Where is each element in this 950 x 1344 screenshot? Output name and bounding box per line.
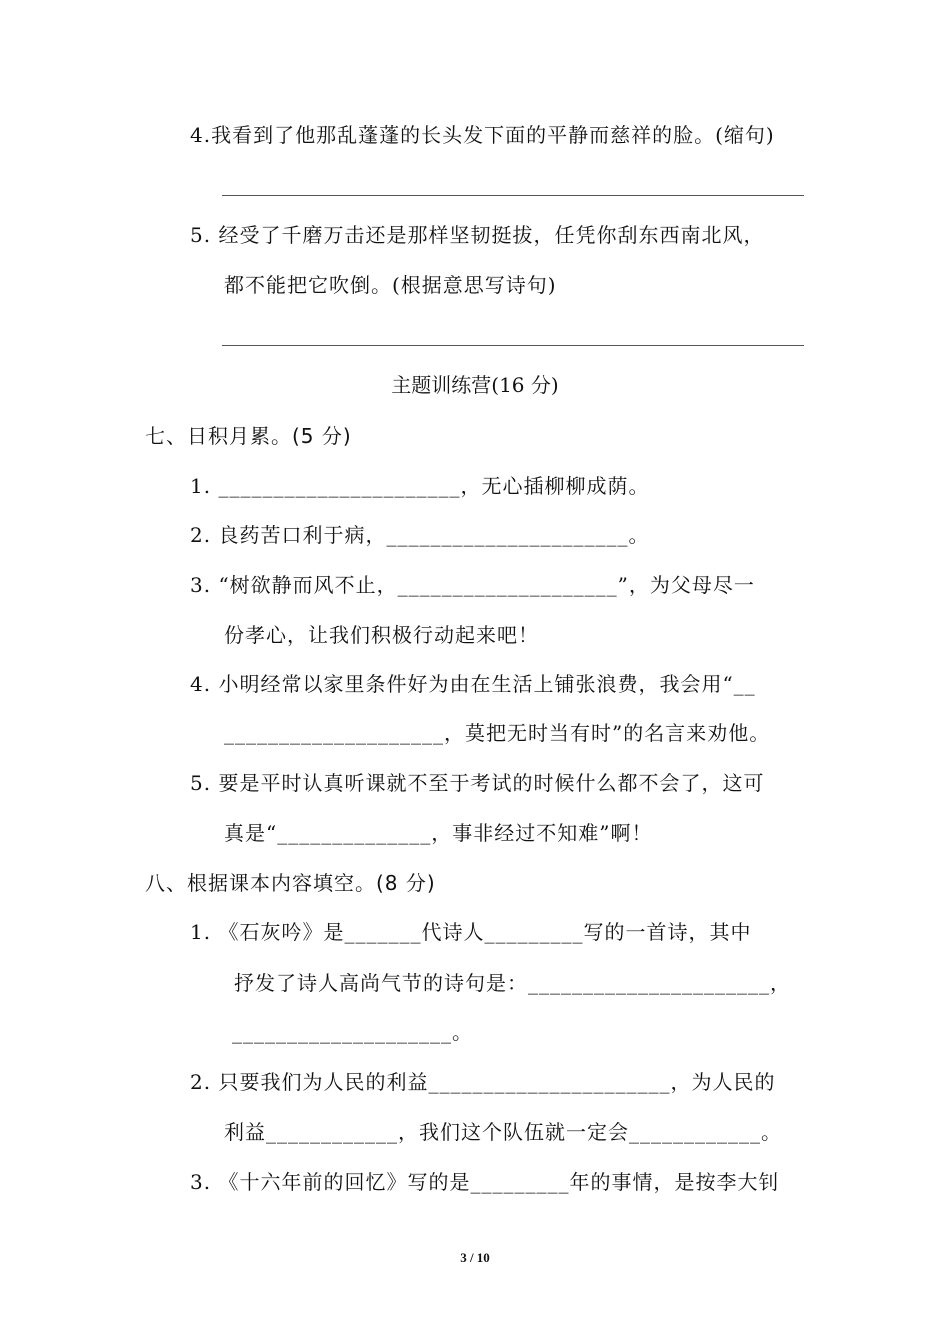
question-7-2: 2. 良药苦口利于病，______________________。 xyxy=(190,523,650,547)
page-number: 3 / 10 xyxy=(460,1250,490,1265)
question-7-3-line1: 3. “树欲静而风不止，____________________”，为父母尽一 xyxy=(190,573,755,597)
answer-line-6-5[interactable] xyxy=(222,345,804,346)
question-6-5-line1: 5. 经受了千磨万击还是那样坚韧挺拔，任凭你刮东西南北风， xyxy=(190,223,765,247)
question-8-3-line1: 3. 《十六年前的回忆》写的是_________年的事情，是按李大钊 xyxy=(190,1170,780,1194)
question-8-1-line3: ____________________。 xyxy=(232,1020,473,1044)
question-7-5-line1: 5. 要是平时认真听课就不至于考试的时候什么都不会了，这可 xyxy=(190,771,765,795)
question-7-4-line1: 4. 小明经常以家里条件好为由在生活上铺张浪费，我会用“__ xyxy=(190,672,756,696)
section-7-heading: 七、日积月累。(5 分) xyxy=(145,424,352,448)
question-8-1-line2: 抒发了诗人高尚气节的诗句是：______________________， xyxy=(234,971,791,995)
answer-line-6-4[interactable] xyxy=(222,195,804,196)
section-8-heading: 八、根据课本内容填空。(8 分) xyxy=(145,871,436,895)
question-6-5-line2: 都不能把它吹倒。(根据意思写诗句) xyxy=(224,273,557,297)
question-8-2-line2: 利益____________，我们这个队伍就一定会____________。 xyxy=(224,1120,782,1144)
question-8-1-line1: 1. 《石灰吟》是_______代诗人_________写的一首诗，其中 xyxy=(190,920,752,944)
question-7-5-line2: 真是“______________，事非经过不知难”啊！ xyxy=(224,821,653,845)
question-6-4: 4.我看到了他那乱蓬蓬的长头发下面的平静而慈祥的脸。(缩句) xyxy=(190,123,775,147)
question-7-1: 1. ______________________，无心插柳柳成荫。 xyxy=(190,474,650,498)
question-8-2-line1: 2. 只要我们为人民的利益______________________，为人民的 xyxy=(190,1070,776,1094)
question-7-3-line2: 份孝心，让我们积极行动起来吧！ xyxy=(224,623,539,647)
theme-section-title: 主题训练营(16 分) xyxy=(391,373,559,397)
question-7-4-line2: ____________________，莫把无时当有时”的名言来劝他。 xyxy=(224,721,771,745)
